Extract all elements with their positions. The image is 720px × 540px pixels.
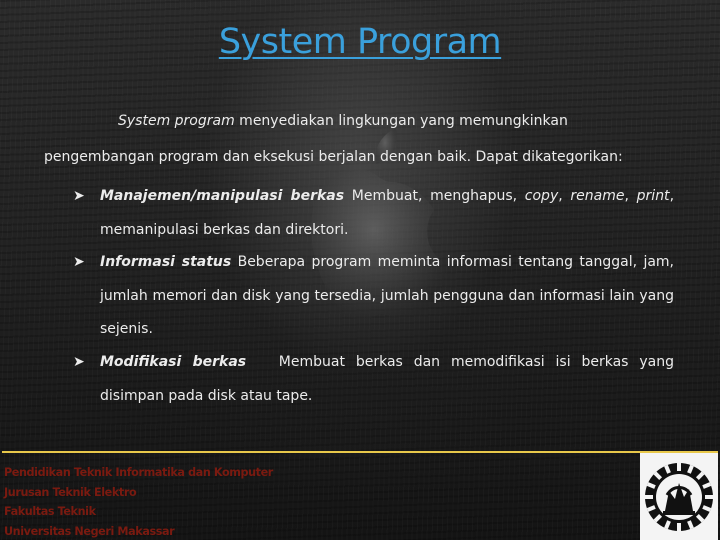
footer-line: Universitas Negeri Makassar bbox=[4, 524, 175, 538]
footer-line: Pendidikan Teknik Informatika dan Komputer bbox=[4, 466, 273, 479]
arrowhead-bullet-icon: ➤ bbox=[73, 188, 85, 204]
footer-line: Jurusan Teknik Elektro bbox=[4, 485, 137, 499]
bullet-text: Membuat berkas dan memodifikasi isi berkas yang disimpan pada disk atau tape. bbox=[100, 354, 679, 404]
intro-emphasis: System program bbox=[118, 113, 235, 129]
footer-line: Fakultas Teknik bbox=[4, 505, 96, 518]
intro-line-1 bbox=[118, 113, 678, 129]
arrowhead-bullet-icon: ➤ bbox=[73, 354, 85, 370]
bullet-item bbox=[73, 180, 675, 247]
bullet-text: , bbox=[558, 188, 571, 204]
bullet-em-rename: rename bbox=[570, 188, 625, 204]
bullet-em-copy: copy bbox=[524, 188, 559, 204]
bullet-term: Informasi status bbox=[100, 254, 232, 270]
bullet-em-print: print bbox=[636, 188, 670, 204]
university-seal-icon bbox=[640, 453, 718, 540]
bullet-term: Modifikasi berkas bbox=[100, 354, 247, 370]
footer-divider bbox=[2, 451, 718, 453]
slide-title: System Program bbox=[218, 22, 502, 62]
bullet-item bbox=[73, 346, 679, 413]
bullet-text: Beberapa program meminta informasi tentang tanggal, jam, jumlah memori dan disk yang tersedia, jumlah pengguna dan informasi lain yang sejenis. bbox=[100, 254, 674, 337]
arrowhead-bullet-icon: ➤ bbox=[73, 254, 85, 270]
bullet-text: , memanipulasi berkas dan direktori. bbox=[100, 188, 675, 238]
bullet-term: Manajemen/manipulasi berkas bbox=[100, 188, 345, 204]
bullet-text: , bbox=[624, 188, 637, 204]
footer-institution bbox=[4, 463, 273, 540]
bullet-text: Membuat, menghapus, bbox=[344, 188, 525, 204]
intro-rest: menyediakan lingkungan yang memungkinkan bbox=[234, 113, 568, 129]
bullet-item bbox=[73, 246, 674, 347]
intro-line-2: pengembangan program dan eksekusi berjalan dengan baik. Dapat dikategorikan: bbox=[44, 149, 623, 165]
